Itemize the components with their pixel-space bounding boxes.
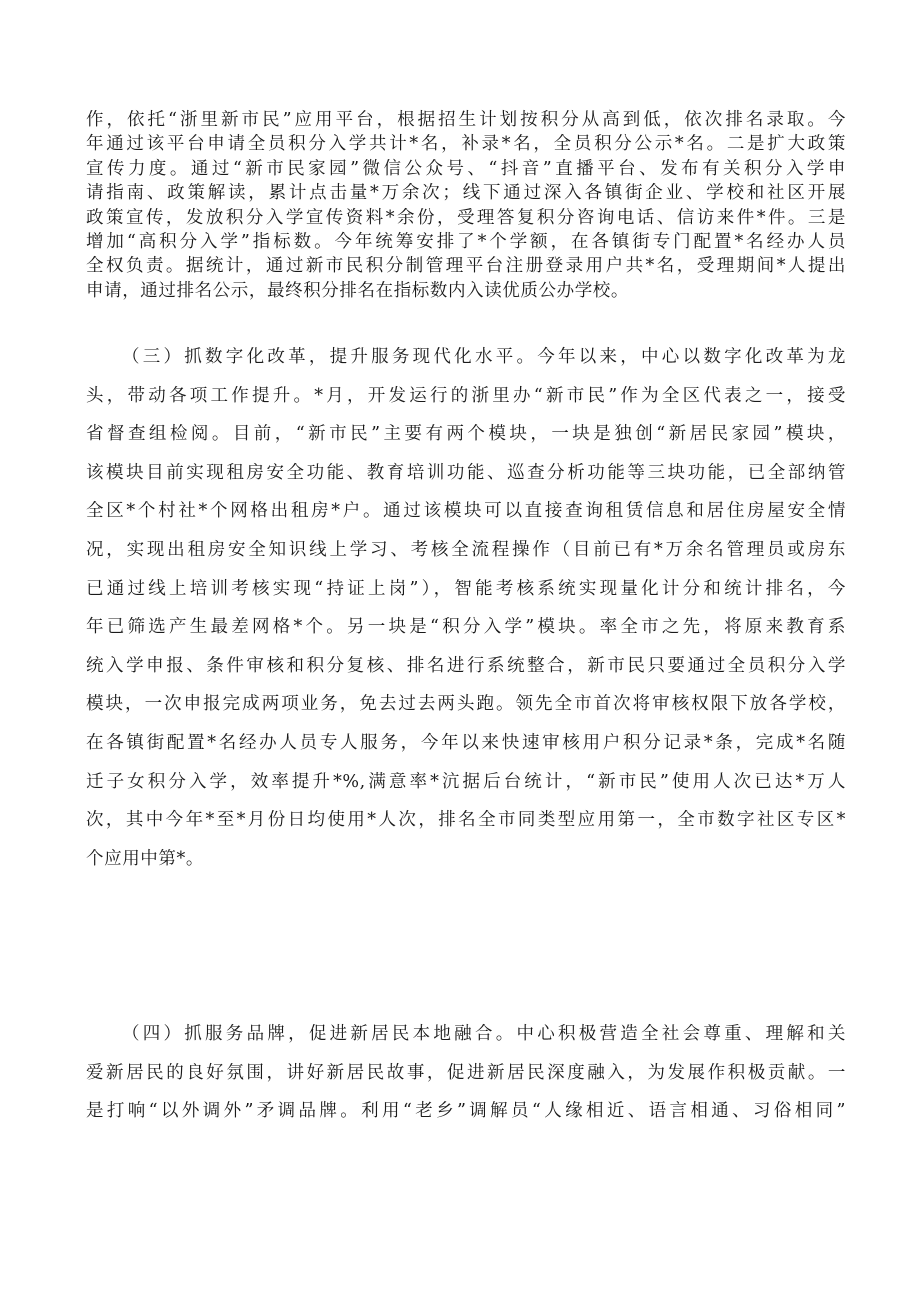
text-line: 省督查组检阅。目前，“新市民”主要有两个模块，一块是独创“新居民家园”模块， [86, 424, 846, 445]
text-line: 该模块目前实现租房安全功能、教育培训功能、巡查分析功能等三块功能，已全部纳管 [86, 462, 846, 483]
text-line: 统入学申报、条件审核和积分复核、排名进行系统整合，新市民只要通过全员积分入学 [86, 655, 846, 676]
text-line: 在各镇街配置*名经办人员专人服务，今年以来快速审核用户积分记录*条，完成*名随 [86, 732, 846, 753]
text-line: 宣传力度。通过“新市民家园”微信公众号、“抖音”直播平台、发布有关积分入学申 [86, 158, 846, 179]
text-line: 迁子女积分入学，效率提升*%,满意率*沆据后台统计，“新市民”使用人次已达*万人 [86, 771, 846, 792]
text-line: 已通过线上培训考核实现“持证上岗”），智能考核系统实现量化计分和统计排名，今 [86, 578, 846, 599]
text-line: 年通过该平台申请全员积分入学共计*名，补录*名，全员积分公示*名。二是扩大政策 [86, 134, 846, 155]
text-line: 是打响“以外调外”矛调品牌。利用“老乡”调解员“人缘相近、语言相通、习俗相同” [86, 1101, 846, 1122]
text-line: 作，依托“浙里新市民”应用平台，根据招生计划按积分从高到低，依次排名录取。今 [86, 110, 846, 130]
text-line: 个应用中第*。 [86, 848, 204, 869]
paragraph-digital-reform [86, 338, 846, 878]
text-line: 头，带动各项工作提升。*月，开发运行的浙里办“新市民”作为全区代表之一，接受 [86, 385, 846, 406]
text-line: 年已筛选产生最差网格*个。另一块是“积分入学”模块。率全市之先，将原来教育系 [86, 617, 846, 638]
text-line: 模块，一次申报完成两项业务，免去过去两头跑。领先全市首次将审核权限下放各学校， [86, 694, 846, 715]
text-line: 请指南、政策解读，累计点击量*万余次；线下通过深入各镇街企业、学校和社区开展 [86, 183, 846, 204]
text-line: 申请，通过排名公示，最终积分排名在指标数内入读优质公办学校。 [86, 280, 629, 301]
text-line: 政策宣传，发放积分入学宣传资料*余份，受理答复积分咨询电话、信访来件*件。三是 [86, 207, 846, 228]
text-line: 况，实现出租房安全知识线上学习、考核全流程操作（目前已有*万余名管理员或房东 [86, 539, 846, 560]
text-line: 全权负责。据统计，通过新市民积分制管理平台注册登录用户共*名，受理期间*人提出 [86, 256, 846, 277]
text-line: 次，其中今年*至*月份日均使用*人次，排名全市同类型应用第一，全市数字社区专区* [86, 810, 846, 831]
text-line: 增加“高积分入学”指标数。今年统筹安排了*个学额，在各镇街专门配置*名经办人员 [86, 231, 846, 252]
paragraph-service-brand [86, 1015, 846, 1131]
text-line: 爱新居民的良好氛围，讲好新居民故事，促进新居民深度融入，为发展作积极贡献。一 [86, 1062, 846, 1083]
section-heading-line: （三）抓数字化改革，提升服务现代化水平。今年以来，中心以数字化改革为龙 [122, 347, 846, 367]
text-line: 全区*个村社*个网格出租房*户。通过该模块可以直接查询租赁信息和居住房屋安全情 [86, 501, 846, 522]
section-heading-line: （四）抓服务品牌，促进新居民本地融合。中心积极营造全社会尊重、理解和关 [122, 1024, 846, 1044]
paragraph-admission-publicity [86, 108, 846, 303]
